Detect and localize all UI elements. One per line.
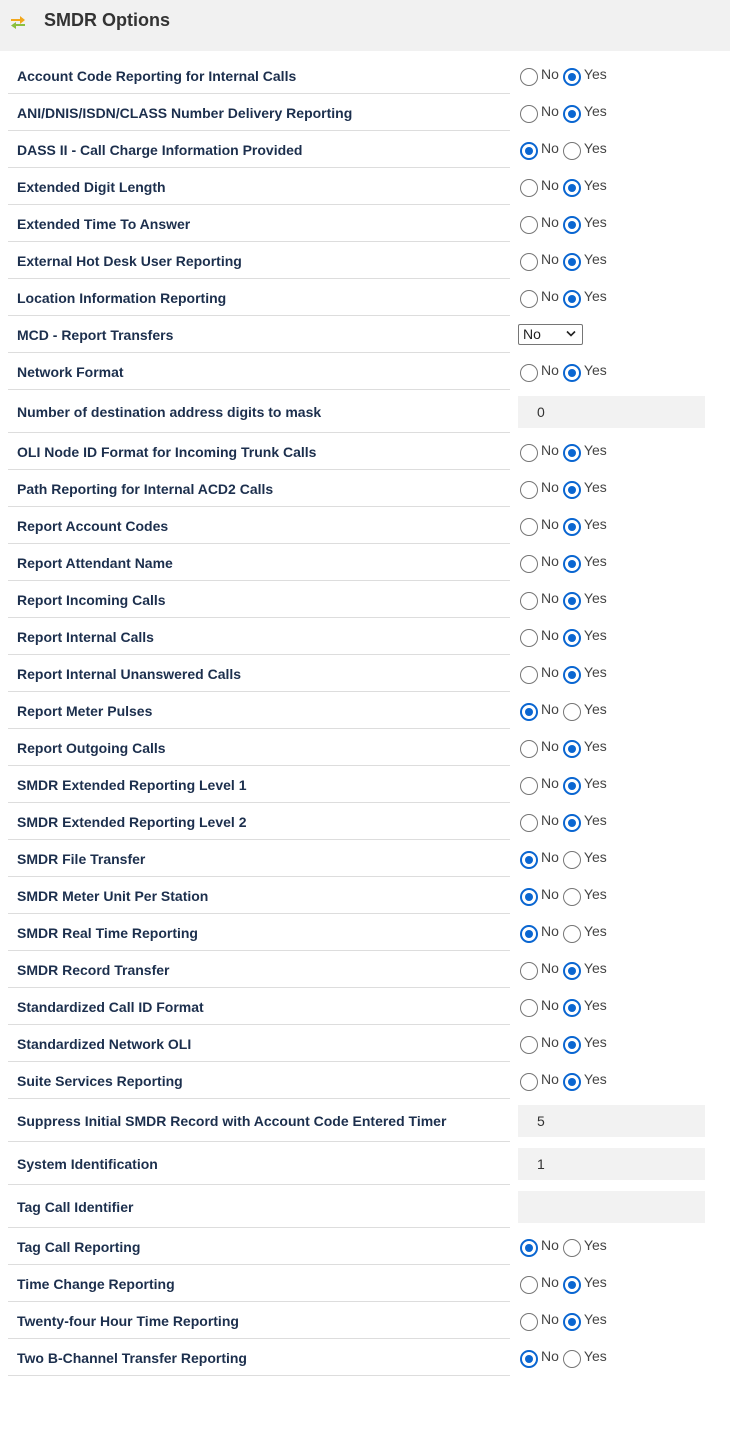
radio-label: Yes — [583, 139, 607, 156]
option-label: Tag Call Reporting — [17, 1238, 141, 1255]
radio-group — [520, 1228, 611, 1265]
radio-no[interactable] — [520, 251, 563, 271]
page-title: SMDR Options — [44, 10, 170, 30]
radio-label: No — [541, 700, 559, 717]
radio-button[interactable] — [520, 592, 538, 610]
radio-group — [520, 1302, 611, 1339]
radio-group — [520, 1025, 611, 1062]
radio-button[interactable] — [563, 253, 581, 271]
option-label: Extended Digit Length — [17, 178, 166, 195]
radio-button[interactable] — [520, 364, 538, 382]
radio-label: No — [541, 885, 559, 902]
option-label: Report Incoming Calls — [17, 591, 166, 608]
radio-button[interactable] — [520, 142, 538, 160]
radio-no[interactable] — [520, 1311, 563, 1331]
radio-label: No — [541, 996, 559, 1013]
radio-button[interactable] — [563, 629, 581, 647]
option-row-smdr-record-transfer — [8, 951, 730, 988]
text-input[interactable]: 1 — [518, 1148, 705, 1180]
radio-label: No — [541, 287, 559, 304]
radio-button[interactable] — [563, 142, 581, 160]
radio-button[interactable] — [563, 777, 581, 795]
radio-label: No — [541, 361, 559, 378]
options-list — [8, 57, 730, 1376]
radio-group — [520, 951, 611, 988]
row-divider — [8, 1375, 510, 1376]
radio-label: Yes — [583, 700, 607, 717]
radio-button[interactable] — [563, 962, 581, 980]
radio-no[interactable] — [520, 1274, 563, 1294]
option-label: SMDR Extended Reporting Level 1 — [17, 776, 247, 793]
radio-yes[interactable] — [563, 886, 611, 906]
option-row-location-information-reporting — [8, 279, 730, 316]
radio-label: Yes — [583, 663, 607, 680]
radio-label: No — [541, 1310, 559, 1327]
radio-yes[interactable] — [563, 362, 611, 382]
option-label: Suite Services Reporting — [17, 1072, 183, 1089]
radio-yes[interactable] — [563, 516, 611, 536]
option-row-ani-dnis-isdn-class-number-delivery-reporting — [8, 94, 730, 131]
radio-button[interactable] — [563, 1313, 581, 1331]
radio-yes[interactable] — [563, 214, 611, 234]
radio-yes[interactable] — [563, 701, 611, 721]
radio-label: Yes — [583, 515, 607, 532]
radio-group — [520, 729, 611, 766]
option-label: Standardized Call ID Format — [17, 998, 204, 1015]
radio-button[interactable] — [563, 481, 581, 499]
radio-button[interactable] — [520, 179, 538, 197]
radio-group — [520, 803, 611, 840]
radio-button[interactable] — [520, 518, 538, 536]
radio-label: No — [541, 774, 559, 791]
option-row-report-outgoing-calls — [8, 729, 730, 766]
radio-yes[interactable] — [563, 1274, 611, 1294]
radio-label: No — [541, 848, 559, 865]
option-row-tag-call-identifier — [8, 1185, 730, 1228]
option-label: Report Attendant Name — [17, 554, 173, 571]
radio-button[interactable] — [520, 1276, 538, 1294]
radio-label: No — [541, 663, 559, 680]
radio-group — [520, 57, 611, 94]
radio-label: No — [541, 811, 559, 828]
radio-yes[interactable] — [563, 1311, 611, 1331]
text-input[interactable]: 0 — [518, 396, 705, 428]
radio-button[interactable] — [520, 851, 538, 869]
option-row-smdr-meter-unit-per-station — [8, 877, 730, 914]
radio-button[interactable] — [520, 777, 538, 795]
option-label: Report Meter Pulses — [17, 702, 153, 719]
radio-no[interactable] — [520, 997, 563, 1017]
radio-button[interactable] — [563, 925, 581, 943]
option-row-smdr-extended-reporting-level-2 — [8, 803, 730, 840]
radio-button[interactable] — [520, 1239, 538, 1257]
radio-group — [520, 581, 611, 618]
radio-label: Yes — [583, 250, 607, 267]
radio-button[interactable] — [563, 216, 581, 234]
radio-button[interactable] — [520, 999, 538, 1017]
radio-label: Yes — [583, 737, 607, 754]
radio-label: No — [541, 959, 559, 976]
option-label: ANI/DNIS/ISDN/CLASS Number Delivery Reporting — [17, 104, 353, 121]
radio-no[interactable] — [520, 849, 563, 869]
radio-button[interactable] — [520, 629, 538, 647]
radio-group — [520, 766, 611, 803]
radio-button[interactable] — [520, 555, 538, 573]
radio-button[interactable] — [520, 444, 538, 462]
radio-yes[interactable] — [563, 1237, 611, 1257]
radio-label: Yes — [583, 996, 607, 1013]
radio-yes[interactable] — [563, 923, 611, 943]
radio-label: Yes — [583, 848, 607, 865]
radio-button[interactable] — [520, 925, 538, 943]
radio-no[interactable] — [520, 812, 563, 832]
radio-label: Yes — [583, 626, 607, 643]
radio-button[interactable] — [563, 179, 581, 197]
radio-group — [520, 470, 611, 507]
radio-no[interactable] — [520, 590, 563, 610]
option-row-dass-ii-call-charge-information-provided — [8, 131, 730, 168]
radio-no[interactable] — [520, 960, 563, 980]
radio-button[interactable] — [563, 1350, 581, 1368]
radio-button[interactable] — [563, 1276, 581, 1294]
radio-label: Yes — [583, 922, 607, 939]
option-row-path-reporting-for-internal-acd2-calls — [8, 470, 730, 507]
radio-label: No — [541, 515, 559, 532]
radio-button[interactable] — [563, 888, 581, 906]
radio-no[interactable] — [520, 701, 563, 721]
radio-no[interactable] — [520, 140, 563, 160]
radio-no[interactable] — [520, 1071, 563, 1091]
radio-yes[interactable] — [563, 288, 611, 308]
radio-yes[interactable] — [563, 140, 611, 160]
option-label: Location Information Reporting — [17, 289, 227, 306]
radio-group — [520, 544, 611, 581]
radio-button[interactable] — [520, 666, 538, 684]
option-label: SMDR Record Transfer — [17, 961, 170, 978]
option-row-report-attendant-name — [8, 544, 730, 581]
radio-yes[interactable] — [563, 738, 611, 758]
radio-no[interactable] — [520, 1034, 563, 1054]
option-row-standardized-network-oli — [8, 1025, 730, 1062]
radio-label: Yes — [583, 589, 607, 606]
radio-button[interactable] — [563, 518, 581, 536]
option-label: Two B-Channel Transfer Reporting — [17, 1349, 247, 1366]
radio-no[interactable] — [520, 479, 563, 499]
radio-label: Yes — [583, 102, 607, 119]
radio-label: Yes — [583, 1236, 607, 1253]
radio-button[interactable] — [563, 666, 581, 684]
radio-label: Yes — [583, 287, 607, 304]
option-row-extended-digit-length — [8, 168, 730, 205]
option-label: Network Format — [17, 363, 124, 380]
radio-group — [520, 1062, 611, 1099]
radio-label: Yes — [583, 478, 607, 495]
radio-label: Yes — [583, 213, 607, 230]
radio-label: No — [541, 65, 559, 82]
option-row-report-account-codes — [8, 507, 730, 544]
radio-yes[interactable] — [563, 812, 611, 832]
radio-yes[interactable] — [563, 1348, 611, 1368]
radio-no[interactable] — [520, 923, 563, 943]
radio-group — [520, 279, 611, 316]
radio-button[interactable] — [563, 851, 581, 869]
radio-no[interactable] — [520, 886, 563, 906]
radio-no[interactable] — [520, 1237, 563, 1257]
radio-yes[interactable] — [563, 849, 611, 869]
option-label: SMDR Real Time Reporting — [17, 924, 198, 941]
option-label: OLI Node ID Format for Incoming Trunk Calls — [17, 443, 317, 460]
radio-no[interactable] — [520, 664, 563, 684]
radio-label: Yes — [583, 774, 607, 791]
radio-button[interactable] — [563, 1073, 581, 1091]
option-label: Report Account Codes — [17, 517, 169, 534]
radio-button[interactable] — [520, 216, 538, 234]
chevron-down-icon — [566, 330, 576, 338]
radio-yes[interactable] — [563, 479, 611, 499]
radio-group — [520, 618, 611, 655]
radio-yes[interactable] — [563, 1071, 611, 1091]
option-row-standardized-call-id-format — [8, 988, 730, 1025]
radio-group — [520, 242, 611, 279]
radio-label: No — [541, 922, 559, 939]
radio-label: No — [541, 1236, 559, 1253]
radio-button[interactable] — [563, 364, 581, 382]
radio-button[interactable] — [563, 444, 581, 462]
radio-no[interactable] — [520, 288, 563, 308]
page-header — [0, 0, 730, 51]
option-label: MCD - Report Transfers — [17, 326, 174, 343]
option-label: Twenty-four Hour Time Reporting — [17, 1312, 239, 1329]
radio-group — [520, 914, 611, 951]
option-label: SMDR File Transfer — [17, 850, 146, 867]
radio-group — [520, 1339, 611, 1376]
radio-group — [520, 205, 611, 242]
option-row-two-b-channel-transfer-reporting — [8, 1339, 730, 1376]
radio-button[interactable] — [563, 105, 581, 123]
radio-yes[interactable] — [563, 251, 611, 271]
radio-label: No — [541, 1070, 559, 1087]
radio-label: Yes — [583, 1033, 607, 1050]
radio-label: No — [541, 1273, 559, 1290]
radio-label: No — [541, 589, 559, 606]
option-row-report-internal-calls — [8, 618, 730, 655]
radio-button[interactable] — [520, 1313, 538, 1331]
option-label: DASS II - Call Charge Information Provided — [17, 141, 303, 158]
option-label: Extended Time To Answer — [17, 215, 191, 232]
option-row-tag-call-reporting — [8, 1228, 730, 1265]
option-row-system-identification — [8, 1142, 730, 1185]
refresh-arrows-icon — [8, 11, 28, 31]
text-input[interactable] — [518, 1191, 705, 1223]
radio-button[interactable] — [563, 740, 581, 758]
radio-label: Yes — [583, 1070, 607, 1087]
radio-yes[interactable] — [563, 66, 611, 86]
option-row-account-code-reporting-for-internal-calls — [8, 57, 730, 94]
radio-group — [520, 433, 611, 470]
radio-group — [520, 168, 611, 205]
radio-yes[interactable] — [563, 775, 611, 795]
radio-yes[interactable] — [563, 442, 611, 462]
radio-label: No — [541, 441, 559, 458]
radio-group — [520, 840, 611, 877]
radio-group — [520, 1265, 611, 1302]
option-label: Tag Call Identifier — [17, 1198, 134, 1215]
option-row-suppress-initial-smdr-record-with-account-code-entered-timer — [8, 1099, 730, 1142]
radio-no[interactable] — [520, 516, 563, 536]
radio-label: No — [541, 552, 559, 569]
option-row-smdr-extended-reporting-level-1 — [8, 766, 730, 803]
radio-label: Yes — [583, 361, 607, 378]
radio-button[interactable] — [563, 999, 581, 1017]
dropdown-select[interactable] — [518, 324, 583, 345]
radio-button[interactable] — [563, 1036, 581, 1054]
radio-label: No — [541, 1033, 559, 1050]
option-label: Account Code Reporting for Internal Calls — [17, 67, 297, 84]
radio-label: Yes — [583, 176, 607, 193]
option-row-oli-node-id-format-for-incoming-trunk-calls — [8, 433, 730, 470]
option-row-suite-services-reporting — [8, 1062, 730, 1099]
radio-button[interactable] — [520, 740, 538, 758]
radio-button[interactable] — [520, 253, 538, 271]
radio-button[interactable] — [520, 105, 538, 123]
option-row-network-format — [8, 353, 730, 390]
radio-button[interactable] — [563, 703, 581, 721]
radio-no[interactable] — [520, 775, 563, 795]
option-row-time-change-reporting — [8, 1265, 730, 1302]
option-row-external-hot-desk-user-reporting — [8, 242, 730, 279]
radio-button[interactable] — [520, 290, 538, 308]
radio-label: Yes — [583, 1347, 607, 1364]
option-row-report-meter-pulses — [8, 692, 730, 729]
radio-yes[interactable] — [563, 177, 611, 197]
radio-label: Yes — [583, 1273, 607, 1290]
radio-no[interactable] — [520, 738, 563, 758]
radio-no[interactable] — [520, 362, 563, 382]
radio-group — [520, 507, 611, 544]
radio-no[interactable] — [520, 177, 563, 197]
radio-button[interactable] — [563, 1239, 581, 1257]
radio-yes[interactable] — [563, 1034, 611, 1054]
radio-yes[interactable] — [563, 590, 611, 610]
option-label: Path Reporting for Internal ACD2 Calls — [17, 480, 274, 497]
radio-group — [520, 131, 611, 168]
radio-button[interactable] — [563, 555, 581, 573]
radio-label: Yes — [583, 65, 607, 82]
radio-label: Yes — [583, 811, 607, 828]
radio-label: No — [541, 1347, 559, 1364]
radio-button[interactable] — [563, 592, 581, 610]
radio-button[interactable] — [520, 888, 538, 906]
option-label: Suppress Initial SMDR Record with Account Code Entered Timer — [17, 1112, 447, 1129]
option-row-mcd-report-transfers — [8, 316, 730, 353]
option-label: SMDR Meter Unit Per Station — [17, 887, 209, 904]
radio-no[interactable] — [520, 214, 563, 234]
radio-button[interactable] — [520, 1350, 538, 1368]
radio-label: No — [541, 102, 559, 119]
radio-button[interactable] — [563, 290, 581, 308]
option-row-smdr-file-transfer — [8, 840, 730, 877]
radio-group — [520, 353, 611, 390]
option-label: Report Internal Calls — [17, 628, 154, 645]
radio-no[interactable] — [520, 66, 563, 86]
radio-button[interactable] — [520, 481, 538, 499]
radio-group — [520, 877, 611, 914]
option-row-extended-time-to-answer — [8, 205, 730, 242]
option-label: Time Change Reporting — [17, 1275, 175, 1292]
radio-button[interactable] — [563, 814, 581, 832]
radio-yes[interactable] — [563, 960, 611, 980]
option-label: Report Internal Unanswered Calls — [17, 665, 242, 682]
radio-no[interactable] — [520, 1348, 563, 1368]
option-row-report-incoming-calls — [8, 581, 730, 618]
radio-yes[interactable] — [563, 664, 611, 684]
radio-button[interactable] — [520, 1036, 538, 1054]
radio-label: No — [541, 213, 559, 230]
radio-button[interactable] — [520, 703, 538, 721]
option-label: External Hot Desk User Reporting — [17, 252, 242, 269]
radio-no[interactable] — [520, 103, 563, 123]
radio-group — [520, 988, 611, 1025]
radio-yes[interactable] — [563, 627, 611, 647]
radio-label: No — [541, 250, 559, 267]
radio-label: No — [541, 139, 559, 156]
option-label: Number of destination address digits to mask — [17, 403, 322, 420]
radio-label: No — [541, 626, 559, 643]
text-input[interactable]: 5 — [518, 1105, 705, 1137]
radio-label: Yes — [583, 552, 607, 569]
radio-label: Yes — [583, 885, 607, 902]
option-row-report-internal-unanswered-calls — [8, 655, 730, 692]
option-row-twenty-four-hour-time-reporting — [8, 1302, 730, 1339]
radio-group — [520, 692, 611, 729]
radio-label: Yes — [583, 1310, 607, 1327]
radio-button[interactable] — [520, 962, 538, 980]
radio-label: Yes — [583, 959, 607, 976]
radio-button[interactable] — [520, 68, 538, 86]
radio-button[interactable] — [520, 814, 538, 832]
radio-no[interactable] — [520, 627, 563, 647]
radio-no[interactable] — [520, 442, 563, 462]
radio-yes[interactable] — [563, 103, 611, 123]
radio-button[interactable] — [520, 1073, 538, 1091]
option-label: Standardized Network OLI — [17, 1035, 192, 1052]
radio-label: No — [541, 737, 559, 754]
dropdown-value: No — [523, 326, 541, 342]
option-row-smdr-real-time-reporting — [8, 914, 730, 951]
radio-no[interactable] — [520, 553, 563, 573]
radio-button[interactable] — [563, 68, 581, 86]
option-row-number-of-destination-address-digits-to-mask — [8, 390, 730, 433]
option-label: Report Outgoing Calls — [17, 739, 166, 756]
option-label: System Identification — [17, 1155, 158, 1172]
radio-label: No — [541, 176, 559, 193]
option-label: SMDR Extended Reporting Level 2 — [17, 813, 247, 830]
radio-yes[interactable] — [563, 553, 611, 573]
radio-group — [520, 94, 611, 131]
radio-yes[interactable] — [563, 997, 611, 1017]
radio-label: No — [541, 478, 559, 495]
radio-label: Yes — [583, 441, 607, 458]
radio-group — [520, 655, 611, 692]
